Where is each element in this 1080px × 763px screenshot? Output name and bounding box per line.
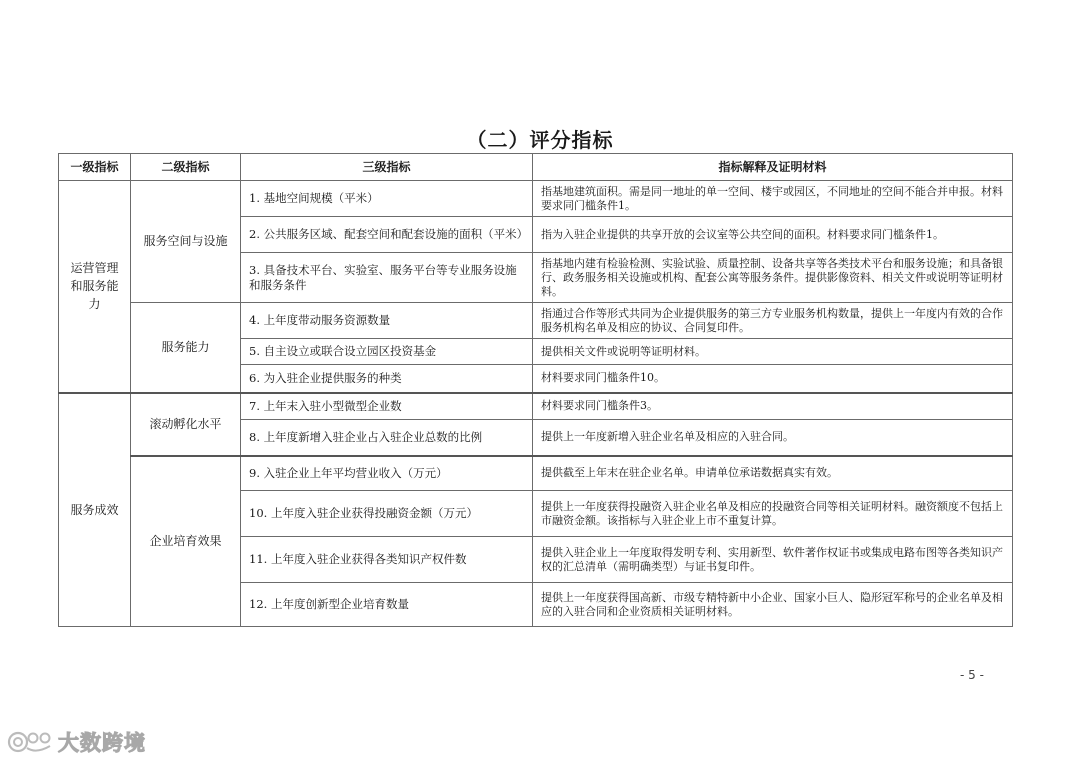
table-row bbox=[59, 181, 1013, 217]
indicator-cell: 1. 基地空间规模（平米） bbox=[241, 181, 533, 217]
explanation-cell: 指为入驻企业提供的共享开放的会议室等公共空间的面积。材料要求同门槛条件1。 bbox=[533, 217, 1013, 253]
explanation-cell: 提供入驻企业上一年度取得发明专利、实用新型、软件著作权证书或集成电路布图等各类知识产权的汇总清单（需明确类型）与证书复印件。 bbox=[533, 537, 1013, 583]
header-level2: 二级指标 bbox=[131, 154, 241, 181]
explanation-cell: 材料要求同门槛条件3。 bbox=[533, 393, 1013, 420]
indicator-cell: 9. 入驻企业上年平均营业收入（万元） bbox=[241, 456, 533, 491]
page-number: - 5 - bbox=[960, 668, 984, 682]
level1-service-results: 服务成效 bbox=[59, 393, 131, 627]
indicator-cell: 12. 上年度创新型企业培育数量 bbox=[241, 583, 533, 627]
indicator-cell: 2. 公共服务区域、配套空间和配套设施的面积（平米） bbox=[241, 217, 533, 253]
scoring-indicator-table bbox=[58, 153, 1013, 627]
explanation-cell: 材料要求同门槛条件10。 bbox=[533, 365, 1013, 393]
explanation-cell: 提供上一年度获得国高新、市级专精特新中小企业、国家小巨人、隐形冠军称号的企业名单及相应的入驻合同和企业资质相关证明材料。 bbox=[533, 583, 1013, 627]
level1-operation: 运营管理和服务能力 bbox=[59, 181, 131, 393]
indicator-cell: 10. 上年度入驻企业获得投融资金额（万元） bbox=[241, 491, 533, 537]
explanation-cell: 提供上一年度新增入驻企业名单及相应的入驻合同。 bbox=[533, 420, 1013, 456]
level2-enterprise-cultivation: 企业培育效果 bbox=[131, 456, 241, 627]
explanation-cell: 指通过合作等形式共同为企业提供服务的第三方专业服务机构数量，提供上一年度内有效的合作服务机构名单及相应的协议、合同复印件。 bbox=[533, 303, 1013, 339]
table-row bbox=[59, 303, 1013, 339]
explanation-cell: 提供上一年度获得投融资入驻企业名单及相应的投融资合同等相关证明材料。融资额度不包括上市融资金额。该指标与入驻企业上市不重复计算。 bbox=[533, 491, 1013, 537]
header-explanation: 指标解释及证明材料 bbox=[533, 154, 1013, 181]
indicator-cell: 7. 上年末入驻小型微型企业数 bbox=[241, 393, 533, 420]
table-row bbox=[59, 456, 1013, 491]
header-level3: 三级指标 bbox=[241, 154, 533, 181]
indicator-cell: 11. 上年度入驻企业获得各类知识产权件数 bbox=[241, 537, 533, 583]
level2-space-facilities: 服务空间与设施 bbox=[131, 181, 241, 303]
indicator-cell: 8. 上年度新增入驻企业占入驻企业总数的比例 bbox=[241, 420, 533, 456]
watermark-text: 大数跨境 bbox=[58, 731, 146, 755]
table-header-row bbox=[59, 154, 1013, 181]
level2-rolling-incubation: 滚动孵化水平 bbox=[131, 393, 241, 456]
explanation-cell: 提供相关文件或说明等证明材料。 bbox=[533, 339, 1013, 365]
indicator-cell: 6. 为入驻企业提供服务的种类 bbox=[241, 365, 533, 393]
explanation-cell: 指基地建筑面积。需是同一地址的单一空间、楼宇或园区，不同地址的空间不能合并申报。材料要求同门槛条件1。 bbox=[533, 181, 1013, 217]
explanation-cell: 指基地内建有检验检测、实验试验、质量控制、设备共享等各类技术平台和服务设施；和具备银行、政务服务相关设施或机构、配套公寓等服务条件。提供影像资料、相关文件或说明等证明材料。 bbox=[533, 253, 1013, 303]
indicator-cell: 5. 自主设立或联合设立园区投资基金 bbox=[241, 339, 533, 365]
brand-logo-icon bbox=[6, 728, 54, 756]
header-level1: 一级指标 bbox=[59, 154, 131, 181]
watermark bbox=[6, 727, 146, 757]
explanation-cell: 提供截至上年末在驻企业名单。申请单位承诺数据真实有效。 bbox=[533, 456, 1013, 491]
level2-service-capability: 服务能力 bbox=[131, 303, 241, 393]
indicator-cell: 4. 上年度带动服务资源数量 bbox=[241, 303, 533, 339]
section-title: （二）评分指标 bbox=[466, 128, 614, 152]
indicator-cell: 3. 具备技术平台、实验室、服务平台等专业服务设施和服务条件 bbox=[241, 253, 533, 303]
table-row bbox=[59, 393, 1013, 420]
